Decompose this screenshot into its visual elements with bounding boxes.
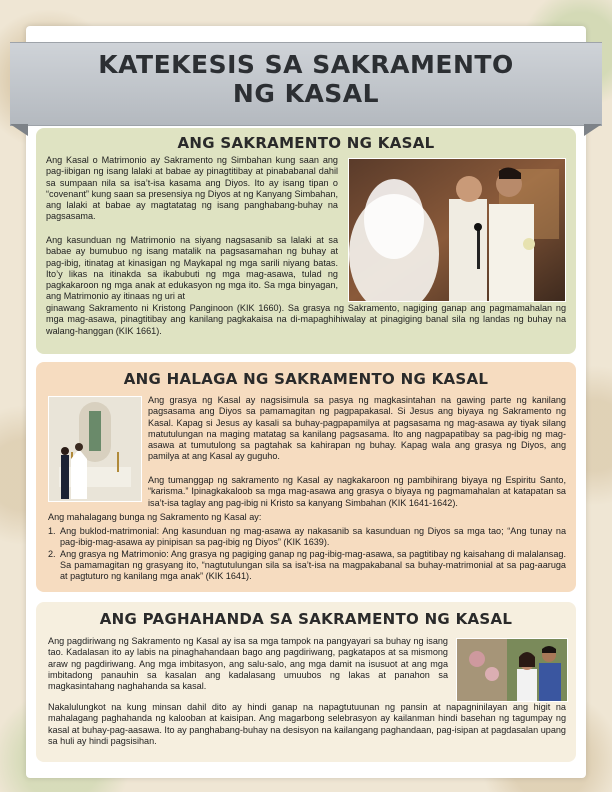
section-halaga [36,362,576,592]
church-altar-illustration [49,397,141,501]
wedding-vows-illustration [349,159,565,301]
section-sakramento [36,128,576,354]
section-heading: ANG SAKRAMENTO NG KASAL [177,134,435,152]
section-paragraph: Ang pagdiriwang ng Sakramento ng Kasal ay isa sa mga tampok na pangyayari sa buhay ng isang tao. Kadalasan ito ay labis na pinaghahandaan bago ang pagdiriwang, pagkatapos at sa mismong araw ng pagdiriwang. Ang mga imbitasyon, ang salu-salo, ang mga damit na isusuot at ang mga imbitadong panauhin sa kasalan ang kadalasang umuubos ng lakas at panahon sa magkasintahang naghahanda sa kasal. [48,636,448,692]
section-paragraph: Ang kasunduan ng Matrimonio na siyang nagsasanib sa lalaki at sa babae ay bumubuo ng isang matalik na pagsasamahan ng buhay at pag-ibig, itinatag at kinasigan ng Maykapal ng mga sarili niyang batas. Ito’y likas na itinakda sa ikabubuti ng mga mag-asawa, tulad ng pagkakaroon ng mga anak at edukasyon ng mga ito. Sa mga binyagan, ang Matrimonio ay itinaas ng uri at [46,235,338,302]
list-item-number: 1. [48,526,56,536]
couple-photo [456,638,568,702]
church-altar-photo [48,396,142,502]
section-paragraph: Ang tumanggap ng sakramento ng Kasal ay nagkakaroon ng pambihirang biyaya ng Espiritu Santo, “karisma.” Ipinagkakaloob sa mga mag-asawa ang grasya o biyaya ng pagmamahalan at katapatan sa isa’t-isa taglay ang pag-ibig ni Kristo sa kanyang Simbahan (KIK 1641-1642). [148,475,566,508]
list-item [48,526,566,549]
couple-illustration [457,639,567,701]
section-paragraph: ginawang Sakramento ni Kristong Panginoon (KIK 1660). Sa grasya ng Sakramento, nagiging ganap ang pagmamahalan ng mga mag-asawa, pinagtitibay ang kanilang pagkakaisa na di-mapaghihiwalay at pinagiging banal sila ng landas ng buhay na walang-hanggan (KIK 1661). [46,303,566,336]
banner-fold-right [584,124,602,136]
title-line-1: KATEKESIS SA SAKRAMENTO [98,50,514,79]
list-item [48,549,566,583]
list-item-number: 2. [48,548,56,559]
title-line-2: NG KASAL [232,79,380,108]
section-heading: ANG HALAGA NG SAKRAMENTO NG KASAL [123,370,489,388]
section-paragraph: Ang grasya ng Kasal ay nagsisimula sa pasya ng magkasintahan na gawing parte ng kanilang pagsasama ang Diyos sa pamamagitan ng pagpapakasal. Si Jesus ang biyaya ng Sakramento ng Kasal. Kapag si Jesus ay kasali sa buhay-pagpapamilya at pagsasama ng mag-asawa ay tiyak silang matutulungan na maging matatag sa kanilang pagsasama. Ito ang nagpapatibay sa pag-ibig ng mag-asawa at tumutulong sa pagtahak sa kahirapan ng buhay. Kapag wala ang grasya ng Diyos, ang pamilya at ang Kasal ay guguho. [148,395,566,462]
wedding-vows-photo [348,158,566,302]
list-intro: Ang mahalagang bunga ng Sakramento ng Kasal ay: [48,512,262,522]
list-item-text: Ang buklod-matrimonial: Ang kasunduan ng mag-asawa ay nakasanib sa kasunduan ng Diyos sa mga tao; “Ang tunay na pag-ibig-mag-asawa ay pinipisan sa pag-ibig ng Diyos” (KIK 1639). [60,526,566,548]
section-heading: ANG PAGHAHANDA SA SAKRAMENTO NG KASAL [99,610,513,628]
banner-fold-left [10,124,28,136]
section-paragraph: Ang Kasal o Matrimonio ay Sakramento ng Simbahan kung saan ang pag-iibigan ng isang lalaki at babae ay pinagtitibay at pinababanal dahil sa sumpaan nila sa isa’t-isa kasama ang Diyos. Ito ay isang tipan o “covenant” kung saan sa presensiya ng Diyos at ng Kanyang Simbahan, ang lalaki at babae ay magtatatag ng isang panghabang-buhay na pagsasama. [46,155,338,222]
section-paghahanda [36,602,576,762]
section-paragraph: Nakalulungkot na kung minsan dahil dito ay hindi ganap na napagtutuunan ng pansin at napagninilayan ang higit na mahalagang paghahanda ng kalooban at kaisipan. Ang magarbong selebrasyon ay kailanman hindi basehan ng tagumpay ng kasal at buhay-pag-aasawa. Ito ay panghabang-buhay na desisyon na kailangang paghandaan, pag-isipan at pagdasalan upang sa huli ay hindi pagsisihan. [48,702,566,746]
page-title [10,50,602,108]
fruits-list [48,526,566,582]
list-item-text: Ang grasya ng Matrimonio: Ang grasya ng pagiging ganap ng pag-ibig-mag-asawa, sa pagtitibay ng kaisahang di malalansag. Sa pamamagitan ng grasyang ito, “nagtutulungan sila sa isa’t-isa na magpakabanal sa buhay-matrimonial at sa pag-aaruga at pagtuturo ng kanilang mga anak” (KIK 1641). [60,548,566,582]
